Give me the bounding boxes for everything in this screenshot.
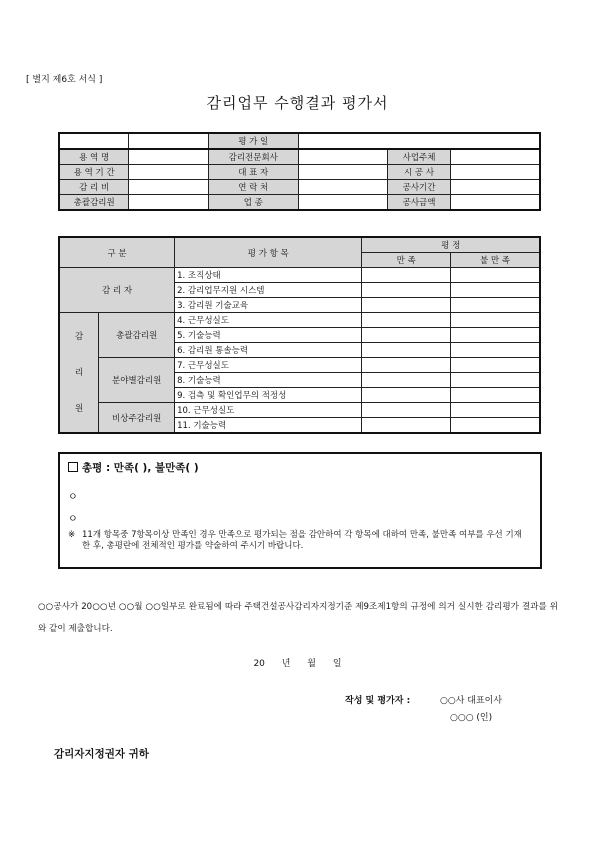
- unsatisfied-cell[interactable]: [450, 298, 540, 313]
- satisfied-cell[interactable]: [362, 403, 450, 418]
- representative-field[interactable]: [298, 165, 387, 180]
- eval-item: 2. 감리업무지원 시스템: [175, 283, 362, 298]
- construction-cost-label: 공사금액: [388, 195, 451, 211]
- construction-cost-field[interactable]: [450, 195, 540, 211]
- service-period-field[interactable]: [129, 165, 209, 180]
- note-mark: ※: [68, 530, 76, 540]
- group-supervisor: 감 리 자: [59, 268, 175, 313]
- group-staff-char: 리: [75, 367, 84, 378]
- summary-heading: [68, 460, 199, 475]
- contact-field[interactable]: [298, 180, 387, 195]
- eval-item: 10. 근무성실도: [175, 403, 362, 418]
- unsatisfied-header: 불 만 족: [450, 253, 540, 268]
- addressee: 감리자지정권자 귀하: [54, 748, 149, 760]
- sub-parttime-supervisor: 비상주감리원: [99, 403, 175, 434]
- satisfied-cell[interactable]: [362, 268, 450, 283]
- contact-label: 연 락 처: [208, 180, 298, 195]
- service-period-label: 용 역 기 간: [59, 165, 129, 180]
- unsatisfied-cell[interactable]: [450, 358, 540, 373]
- construction-period-label: 공사기간: [388, 180, 451, 195]
- sub-general-supervisor: 총괄감리원: [99, 313, 175, 358]
- group-staff-char: 원: [75, 403, 84, 414]
- eval-item: 9. 검측 및 확인업무의 적정성: [175, 388, 362, 403]
- evaluation-table: [58, 236, 541, 434]
- page-title: 감리업무 수행결과 평가서: [206, 94, 389, 112]
- unsatisfied-cell[interactable]: [450, 418, 540, 434]
- satisfied-cell[interactable]: [362, 358, 450, 373]
- unsatisfied-cell[interactable]: [450, 343, 540, 358]
- category-header: 구 분: [59, 237, 175, 268]
- satisfied-cell[interactable]: [362, 418, 450, 434]
- evaluation-header: 평 정: [362, 237, 540, 253]
- eval-item: 7. 근무성실도: [175, 358, 362, 373]
- eval-date-label: 평 가 일: [208, 133, 298, 149]
- group-staff-char: 감: [75, 331, 84, 342]
- eval-date-field[interactable]: [298, 133, 540, 149]
- blank-cell: [59, 133, 129, 149]
- checkbox-square-icon: [68, 462, 78, 472]
- construction-period-field[interactable]: [450, 180, 540, 195]
- eval-item: 6. 감리원 통솔능력: [175, 343, 362, 358]
- info-table: [58, 132, 541, 211]
- supervision-company-label: 감리전문회사: [208, 149, 298, 165]
- satisfied-cell[interactable]: [362, 343, 450, 358]
- satisfied-header: 만 족: [362, 253, 450, 268]
- satisfied-cell[interactable]: [362, 373, 450, 388]
- signature-name: ○○○ (인): [450, 713, 493, 723]
- signature-label: 작성 및 평가자 :: [345, 696, 411, 706]
- eval-item: 11. 기술능력: [175, 418, 362, 434]
- satisfied-cell[interactable]: [362, 283, 450, 298]
- unsatisfied-cell[interactable]: [450, 403, 540, 418]
- business-type-label: 업 종: [208, 195, 298, 211]
- project-owner-field[interactable]: [450, 149, 540, 165]
- satisfied-cell[interactable]: [362, 388, 450, 403]
- summary-line-2[interactable]: ㅇ: [68, 514, 78, 525]
- supervision-company-field[interactable]: [298, 149, 387, 165]
- eval-item: 4. 근무성실도: [175, 313, 362, 328]
- submission-paragraph: ○○공사가 20○○년 ○○월 ○○일부로 완료됨에 따라 주택건설공사감리자지정기준 제9조제1항의 규정에 의거 실시한 감리평가 결과를 위와 같이 제출합니다.: [38, 602, 558, 634]
- satisfied-cell[interactable]: [362, 313, 450, 328]
- sub-field-supervisor: 분야별감리원: [99, 358, 175, 403]
- contractor-field[interactable]: [450, 165, 540, 180]
- chief-supervisor-field[interactable]: [129, 195, 209, 211]
- items-header: 평 가 항 목: [175, 237, 362, 268]
- date-line[interactable]: 20 년 월 일: [253, 659, 342, 669]
- summary-box: [58, 452, 542, 569]
- business-type-field[interactable]: [298, 195, 387, 211]
- contractor-label: 시 공 사: [388, 165, 451, 180]
- unsatisfied-cell[interactable]: [450, 328, 540, 343]
- chief-supervisor-label: 총괄감리원: [59, 195, 129, 211]
- eval-item: 1. 조직상태: [175, 268, 362, 283]
- group-staff: [59, 313, 99, 434]
- project-owner-label: 사업주체: [388, 149, 451, 165]
- satisfied-cell[interactable]: [362, 298, 450, 313]
- eval-item: 5. 기술능력: [175, 328, 362, 343]
- supervision-fee-label: 감 리 비: [59, 180, 129, 195]
- service-name-label: 용 역 명: [59, 149, 129, 165]
- blank-cell: [129, 133, 209, 149]
- unsatisfied-cell[interactable]: [450, 313, 540, 328]
- satisfied-cell[interactable]: [362, 328, 450, 343]
- summary-line-1[interactable]: ㅇ: [68, 492, 78, 503]
- unsatisfied-cell[interactable]: [450, 373, 540, 388]
- service-name-field[interactable]: [129, 149, 209, 165]
- representative-label: 대 표 자: [208, 165, 298, 180]
- signature-company: ○○사 대표이사: [440, 696, 503, 706]
- form-number: [ 별지 제6호 서식 ]: [26, 75, 103, 85]
- summary-note: [68, 530, 530, 552]
- unsatisfied-cell[interactable]: [450, 388, 540, 403]
- unsatisfied-cell[interactable]: [450, 268, 540, 283]
- unsatisfied-cell[interactable]: [450, 283, 540, 298]
- eval-item: 3. 감리원 기술교육: [175, 298, 362, 313]
- note-text: 11개 항목중 7항목이상 만족인 경우 만족으로 평가되는 점을 감안하여 각 항목에 대하여 만족, 불만족 여부를 우선 기재한 후, 총평란에 전체적인 평가를 약술하여 주시기 바랍니다.: [82, 530, 522, 551]
- supervision-fee-field[interactable]: [129, 180, 209, 195]
- summary-heading-text[interactable]: 총평 : 만족( ), 불만족( ): [82, 462, 199, 474]
- eval-item: 8. 기술능력: [175, 373, 362, 388]
